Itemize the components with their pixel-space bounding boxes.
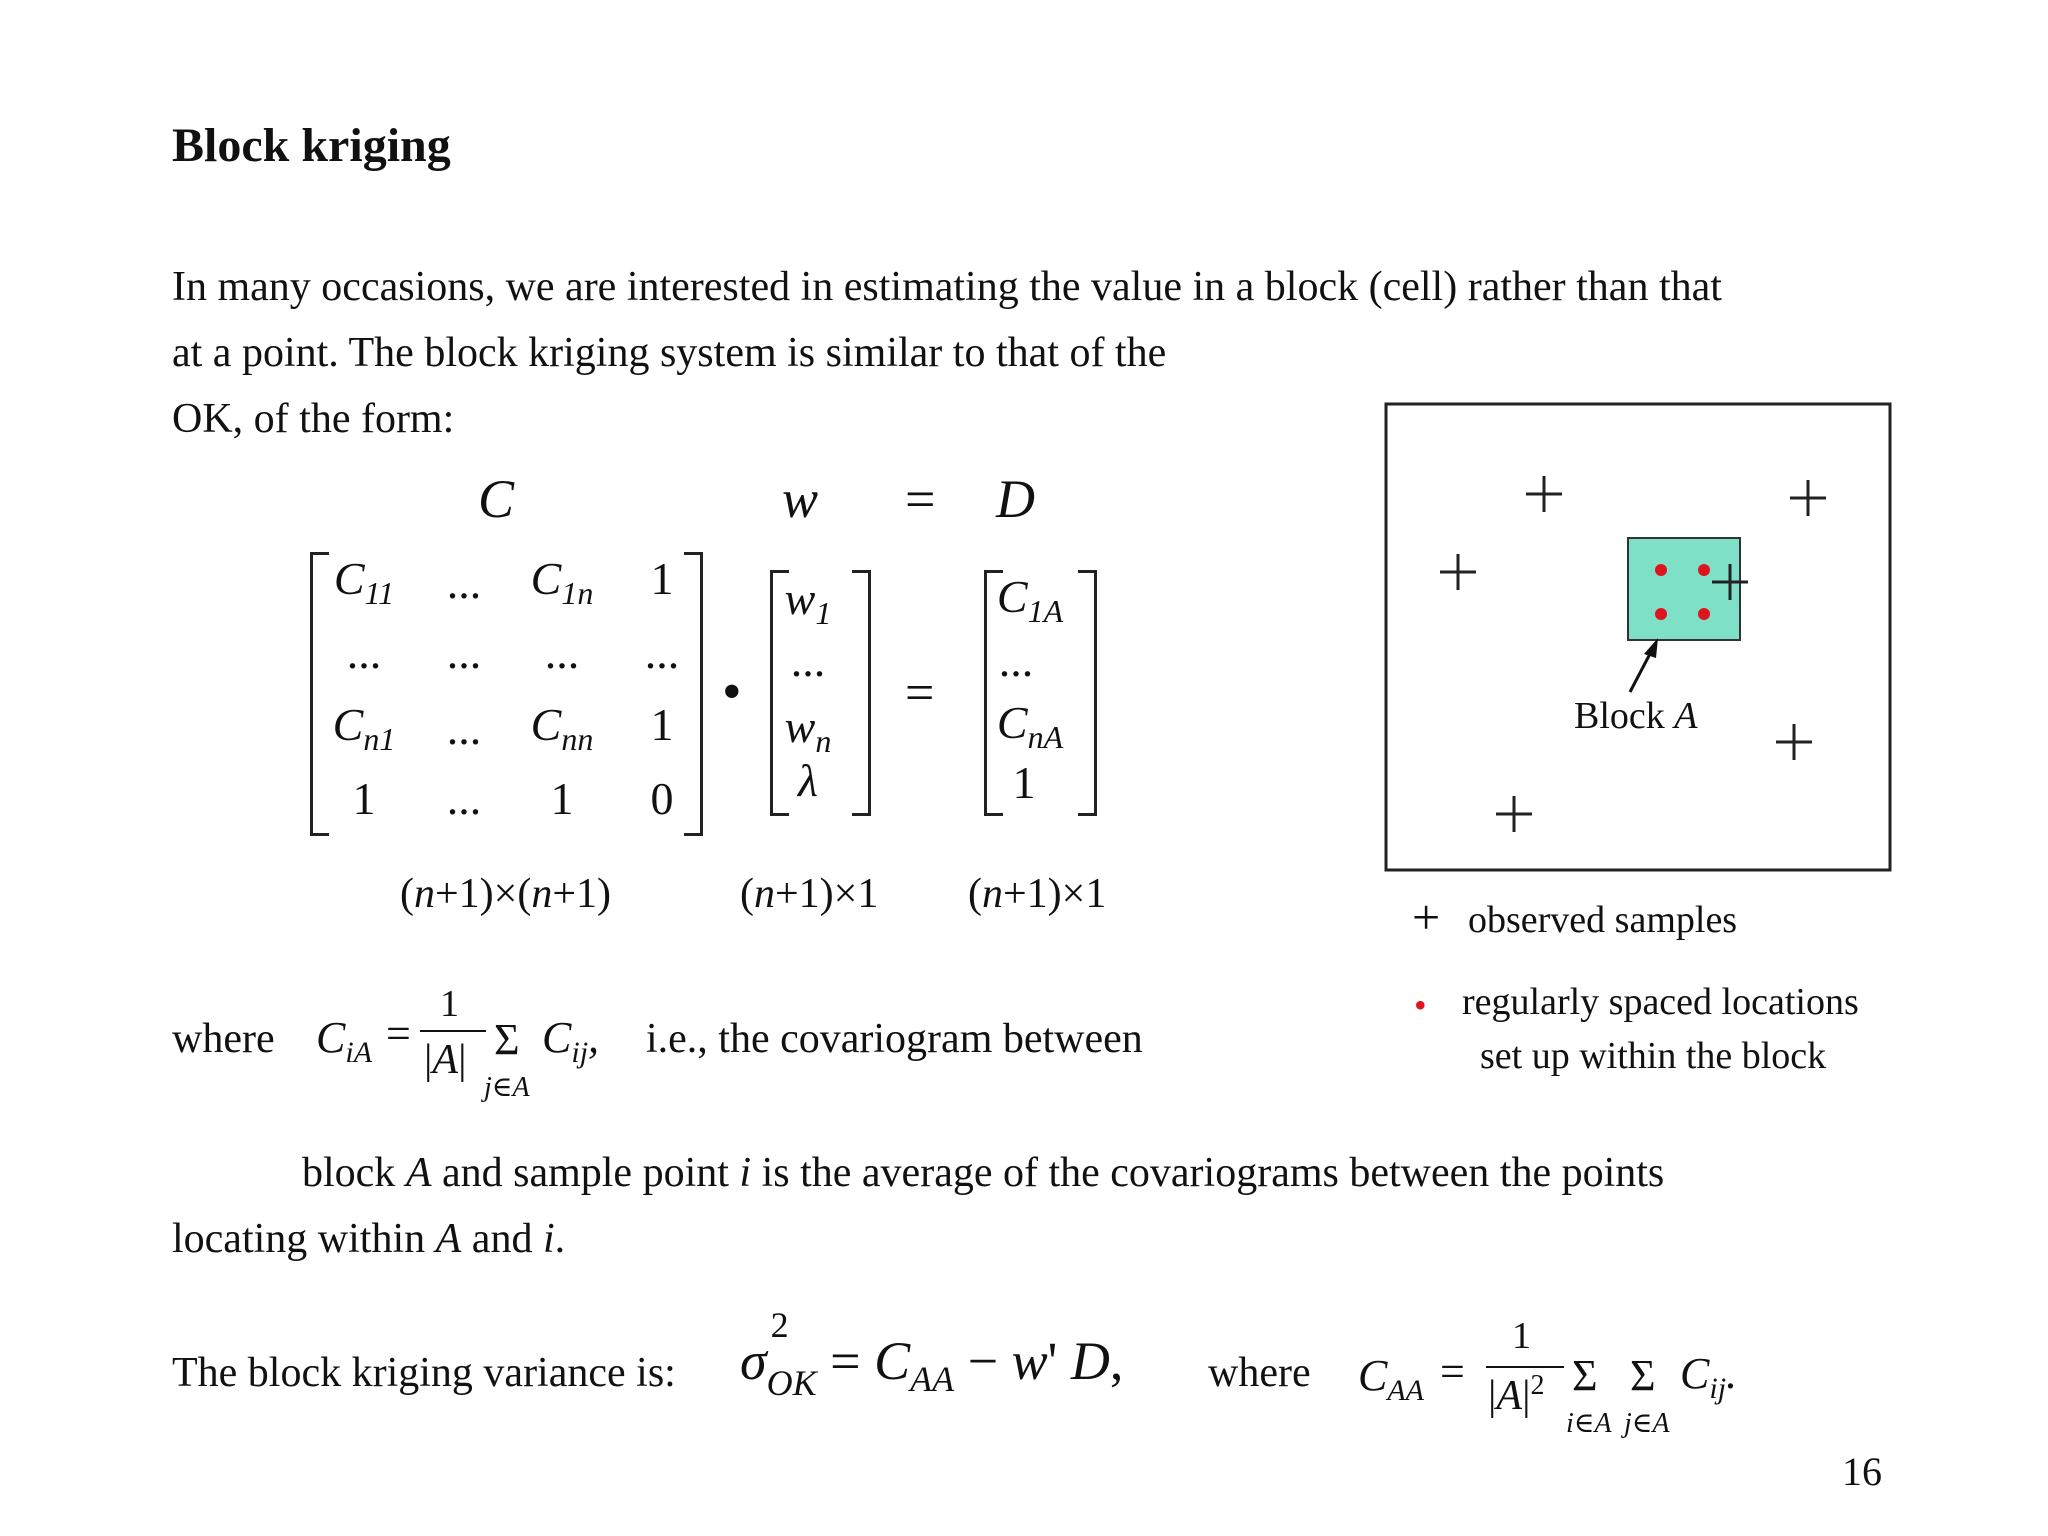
vector-w-cell: ...	[790, 635, 826, 686]
intro-line-3: OK, of the form:	[172, 396, 455, 442]
vector-w-cell: $w_1$	[784, 573, 832, 631]
block-diagram	[1384, 402, 1894, 874]
where-tail: i.e., the covariogram between	[646, 1016, 1143, 1062]
label-eq: =	[905, 469, 936, 529]
matrix-c-cell: ...	[544, 627, 580, 678]
intro-line-2: at a point. The block kriging system is similar to that of the	[172, 330, 1167, 376]
vector-w-right-bracket	[852, 570, 871, 816]
vector-d-cell: $C_{nA}$	[996, 697, 1064, 755]
block-point	[1655, 564, 1667, 576]
matrix-c-cell: 1	[650, 553, 674, 604]
vector-d-cell: 1	[1012, 757, 1036, 808]
block-point	[1655, 608, 1667, 620]
where-label: where	[172, 1016, 275, 1062]
vector-d-cell: ...	[998, 635, 1034, 686]
block-para-line-2: locating within A and i.	[172, 1216, 566, 1262]
legend-observed: observed samples	[1468, 899, 1738, 941]
matrix-c-cell: $C_{11}$	[333, 553, 395, 611]
dot-operator: •	[722, 661, 742, 723]
vector-w-cell: λ	[798, 755, 818, 806]
label-d: D	[996, 469, 1035, 529]
legend-regular-2: set up within the block	[1480, 1035, 1827, 1077]
matrix-c-cell: $C_{n1}$	[332, 699, 396, 757]
label-w: w	[782, 469, 819, 529]
matrix-c-cell: 1	[352, 773, 376, 824]
variance-where: where	[1208, 1350, 1311, 1396]
intro-line-1: In many occasions, we are interested in estimating the value in a block (cell) rather than that	[172, 264, 1722, 310]
page-number: 16	[1842, 1449, 1882, 1494]
matrix-c-cell: ...	[446, 773, 482, 824]
matrix-c-cell: ...	[446, 557, 482, 608]
matrix-c-cell: ...	[446, 627, 482, 678]
block-a	[1628, 538, 1740, 640]
vector-d-right-bracket	[1078, 570, 1097, 816]
caa-formula: $C_{AA}$ = 1 $|A|^2$ Σ i∈A Σ j∈A $C_{ij}$.	[1358, 1315, 1738, 1439]
dim-label-c: (n+1)×(n+1)	[400, 871, 612, 917]
ciA-formula: $C_{iA}$ = 1 |A| Σ j∈A $C_{ij}$,	[316, 983, 600, 1103]
dim-label-w: (n+1)×1	[740, 871, 879, 917]
block-label: Block A	[1574, 695, 1698, 737]
matrix-c-cell: ...	[644, 627, 680, 678]
vector-d-cell: $C_{1A}$	[996, 571, 1064, 629]
matrix-c-cell: 0	[650, 773, 674, 824]
label-c: C	[478, 469, 515, 529]
block-point	[1698, 564, 1710, 576]
dim-label-d: (n+1)×1	[968, 871, 1107, 917]
legend-regular-1: regularly spaced locations	[1462, 981, 1859, 1023]
matrix-c-cell: ...	[346, 627, 382, 678]
vector-w-cell: $w_n$	[784, 701, 832, 759]
variance-lead: The block kriging variance is:	[172, 1350, 676, 1396]
red-dot-icon: •	[1414, 985, 1427, 1025]
matrix-c-cell: 1	[650, 699, 674, 750]
equals-sign: =	[905, 665, 935, 722]
block-point	[1698, 608, 1710, 620]
variance-formula: σ 2 $_{OK} = C_{AA} - w'$ D,	[740, 1305, 1124, 1403]
matrix-c-cell: ...	[446, 703, 482, 754]
page-title: Block kriging	[172, 119, 451, 172]
matrix-c-cell: 1	[550, 773, 574, 824]
block-para-line-1: block A and sample point i is the average of the covariograms between the points	[302, 1150, 1665, 1196]
plus-icon: +	[1412, 889, 1441, 945]
matrix-c-cell: $C_{1n}$	[530, 553, 594, 611]
matrix-c-cell: $C_{nn}$	[530, 699, 594, 757]
